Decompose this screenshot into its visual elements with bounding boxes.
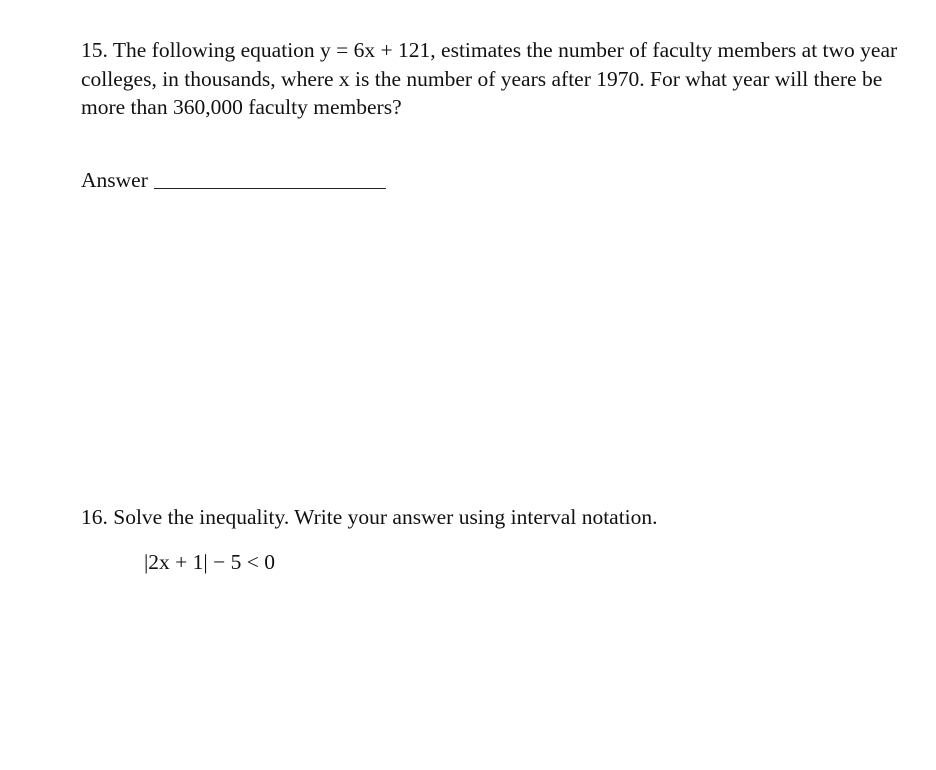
question-16-prompt: 16. Solve the inequality. Write your answer using interval notation. [81,505,658,529]
question-15-line-1: 15. The following equation y = 6x + 121, estimates the number of faculty members at two year [81,38,898,62]
question-15-line-2: colleges, in thousands, where x is the number of years after 1970. For what year will there be [81,66,883,91]
answer-blank-line[interactable] [154,188,386,189]
question-15-text [81,36,901,122]
answer-label: Answer [81,168,148,192]
question-16-inequality: |2x + 1| − 5 < 0 [144,550,275,574]
question-15-line-3: more than 360,000 faculty members? [81,95,402,119]
question-15-answer-row [81,166,386,194]
